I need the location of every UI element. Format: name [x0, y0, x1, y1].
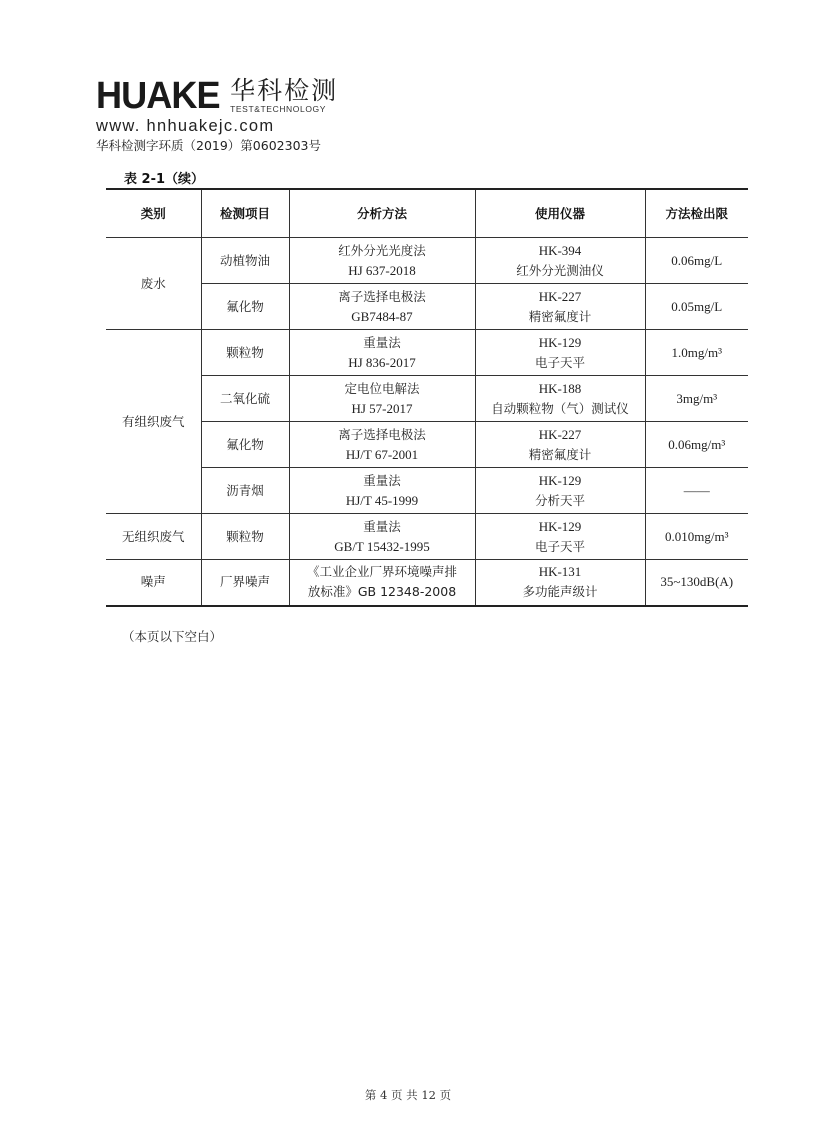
- category-cell: 噪声: [106, 560, 201, 606]
- header-limit: 方法检出限: [645, 189, 748, 238]
- blank-page-note: （本页以下空白）: [122, 629, 223, 644]
- table-row: [106, 422, 748, 468]
- logo-wordmark: HUAKE: [96, 75, 220, 117]
- instrument-cell: HK-394 红外分光测油仪: [475, 238, 645, 284]
- category-cell: 废水: [106, 238, 201, 330]
- table-row: [106, 560, 748, 606]
- method-cell: 离子选择电极法 GB7484-87: [289, 284, 475, 330]
- limit-cell: 35~130dB(A): [645, 560, 748, 606]
- instrument-cell: HK-227 精密氟度计: [475, 422, 645, 468]
- category-cell: 无组织废气: [106, 514, 201, 560]
- table-row: [106, 468, 748, 514]
- instrument-cell: HK-188 自动颗粒物（气）测试仪: [475, 376, 645, 422]
- instrument-cell: HK-129 电子天平: [475, 330, 645, 376]
- table-row: [106, 330, 748, 376]
- instrument-cell: HK-129 电子天平: [475, 514, 645, 560]
- company-logo: [96, 74, 356, 136]
- header-instrument: 使用仪器: [475, 189, 645, 238]
- item-cell: 氟化物: [201, 422, 289, 468]
- instrument-cell: HK-227 精密氟度计: [475, 284, 645, 330]
- limit-cell: 0.06mg/L: [645, 238, 748, 284]
- header-item: 检测项目: [201, 189, 289, 238]
- method-cell: 《工业企业厂界环境噪声排 放标准》GB 12348-2008: [289, 560, 475, 606]
- limit-cell: ——: [645, 468, 748, 514]
- limit-cell: 0.06mg/m³: [645, 422, 748, 468]
- instrument-cell: HK-129 分析天平: [475, 468, 645, 514]
- header-method: 分析方法: [289, 189, 475, 238]
- logo-tagline: TEST&TECHNOLOGY: [230, 104, 327, 114]
- limit-cell: 1.0mg/m³: [645, 330, 748, 376]
- item-cell: 沥青烟: [201, 468, 289, 514]
- limit-cell: 3mg/m³: [645, 376, 748, 422]
- item-cell: 氟化物: [201, 284, 289, 330]
- logo-chinese-name: 华科检测: [230, 76, 339, 105]
- header-category: 类别: [106, 189, 201, 238]
- website-url: www. hnhuakejc.com: [96, 117, 275, 135]
- detection-methods-table: [106, 188, 748, 607]
- table-row: [106, 284, 748, 330]
- document-number: 华科检测字环质（2019）第0602303号: [96, 138, 321, 153]
- table-title: 表 2-1（续）: [124, 172, 205, 187]
- method-cell: 定电位电解法 HJ 57-2017: [289, 376, 475, 422]
- table-header-row: [106, 189, 748, 238]
- item-cell: 厂界噪声: [201, 560, 289, 606]
- item-cell: 颗粒物: [201, 330, 289, 376]
- method-cell: 重量法 HJ 836-2017: [289, 330, 475, 376]
- method-cell: 红外分光光度法 HJ 637-2018: [289, 238, 475, 284]
- method-cell: 重量法 HJ/T 45-1999: [289, 468, 475, 514]
- instrument-cell: HK-131 多功能声级计: [475, 560, 645, 606]
- item-cell: 二氧化硫: [201, 376, 289, 422]
- method-cell: 重量法 GB/T 15432-1995: [289, 514, 475, 560]
- page-footer: 第 4 页 共 12 页: [364, 1088, 452, 1102]
- limit-cell: 0.010mg/m³: [645, 514, 748, 560]
- limit-cell: 0.05mg/L: [645, 284, 748, 330]
- table-row: [106, 376, 748, 422]
- table-row: [106, 514, 748, 560]
- item-cell: 动植物油: [201, 238, 289, 284]
- table-row: [106, 238, 748, 284]
- category-cell: 有组织废气: [106, 330, 201, 514]
- method-cell: 离子选择电极法 HJ/T 67-2001: [289, 422, 475, 468]
- item-cell: 颗粒物: [201, 514, 289, 560]
